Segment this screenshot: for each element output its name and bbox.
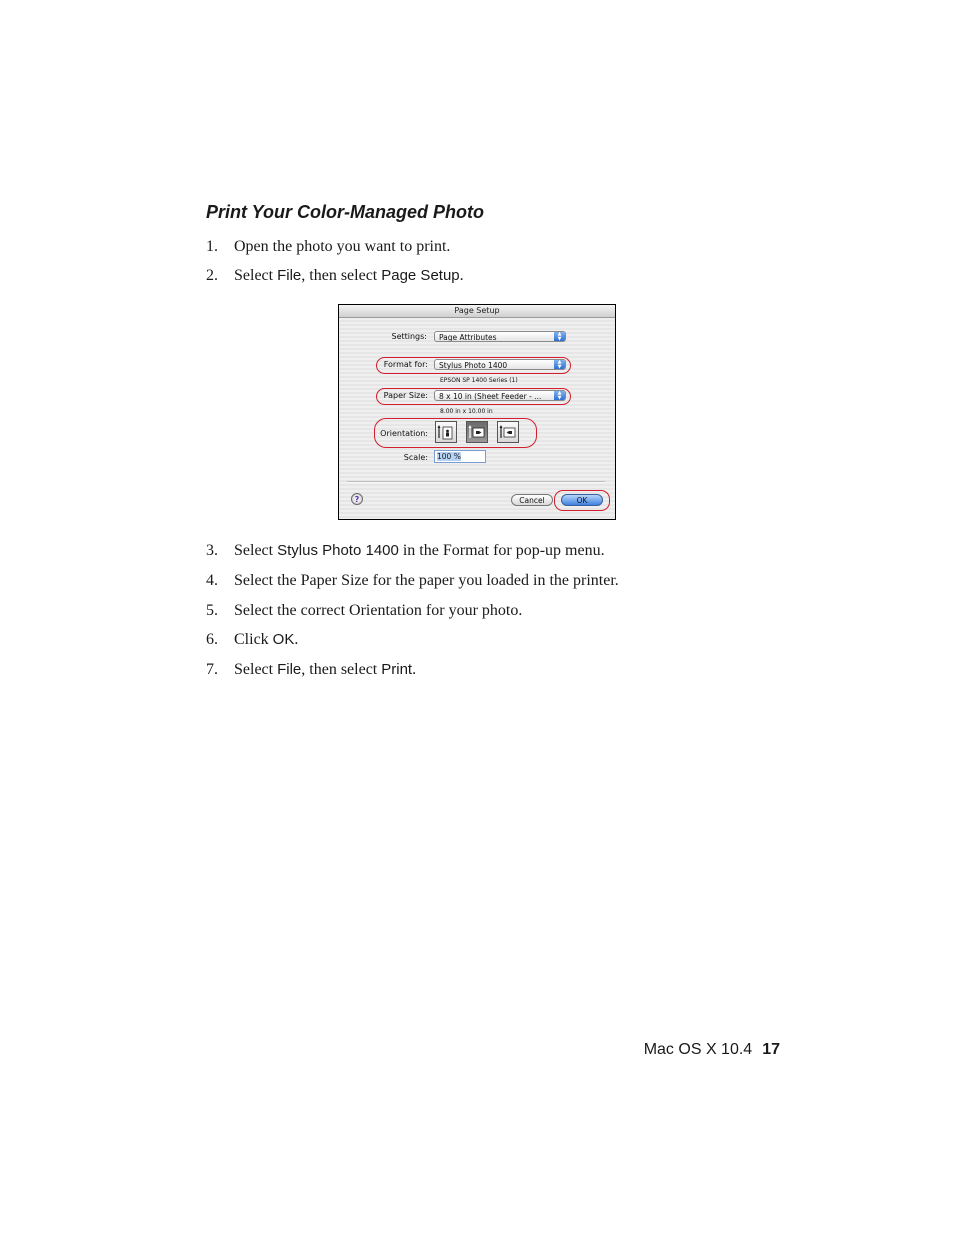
- step-4: 4. Select the Paper Size for the paper you loaded in the printer.: [206, 572, 619, 589]
- page-setup-screenshot: [338, 304, 616, 520]
- page-number: 17: [762, 1041, 780, 1058]
- format-subtext: EPSON SP 1400 Series (1): [440, 377, 518, 384]
- menu-name-file: File: [277, 661, 302, 678]
- dialog-divider: [347, 481, 605, 483]
- button-name-ok: OK: [272, 631, 295, 648]
- format-label: Format for:: [383, 360, 428, 369]
- step-7: 7. Select File, then select Print.: [206, 661, 417, 678]
- menu-item-print: Print: [381, 661, 413, 678]
- paper-size-subtext: 8.00 in x 10.00 in: [440, 408, 493, 415]
- printer-name: Stylus Photo 1400: [277, 542, 399, 559]
- step-3: 3. Select Stylus Photo 1400 in the Format for pop-up menu.: [206, 542, 605, 559]
- portrait-icon: [436, 422, 456, 442]
- settings-label: Settings:: [391, 332, 427, 341]
- paper-size-popup[interactable]: 8 x 10 in (Sheet Feeder - ... ▲ ▼: [434, 390, 566, 401]
- popup-arrows-icon: ▲ ▼: [554, 360, 565, 369]
- step-5: 5. Select the correct Orientation for your photo.: [206, 602, 523, 619]
- landscape-icon: [467, 422, 487, 442]
- paper-size-label: Paper Size:: [383, 391, 428, 400]
- settings-popup[interactable]: Page Attributes ▲ ▼: [434, 331, 566, 342]
- section-heading: Print Your Color-Managed Photo: [206, 202, 484, 222]
- scale-label: Scale:: [403, 453, 428, 462]
- orientation-label: Orientation:: [380, 429, 428, 438]
- footer-section-title: Mac OS X 10.4: [643, 1041, 753, 1058]
- step-2: 2. Select File, then select Page Setup.: [206, 267, 464, 284]
- reverse-landscape-icon: [498, 422, 518, 442]
- orientation-reverse-landscape-button[interactable]: [497, 421, 519, 443]
- page-footer: [644, 1041, 780, 1059]
- menu-name-file: File: [277, 267, 302, 284]
- dialog-title: Page Setup: [339, 305, 615, 318]
- orientation-landscape-button[interactable]: [466, 421, 488, 443]
- cancel-button[interactable]: Cancel: [511, 494, 553, 506]
- orientation-portrait-button[interactable]: [435, 421, 457, 443]
- ok-button[interactable]: OK: [561, 494, 603, 506]
- menu-item-page-setup: Page Setup: [381, 267, 460, 284]
- step-6: 6. Click OK.: [206, 631, 299, 648]
- popup-arrows-icon: ▲ ▼: [554, 332, 565, 341]
- help-button[interactable]: ?: [351, 493, 363, 505]
- popup-arrows-icon: ▲ ▼: [554, 391, 565, 400]
- format-popup[interactable]: Stylus Photo 1400 ▲ ▼: [434, 359, 566, 370]
- scale-input[interactable]: 100 %: [434, 450, 486, 463]
- step-1: 1. Open the photo you want to print.: [206, 238, 451, 255]
